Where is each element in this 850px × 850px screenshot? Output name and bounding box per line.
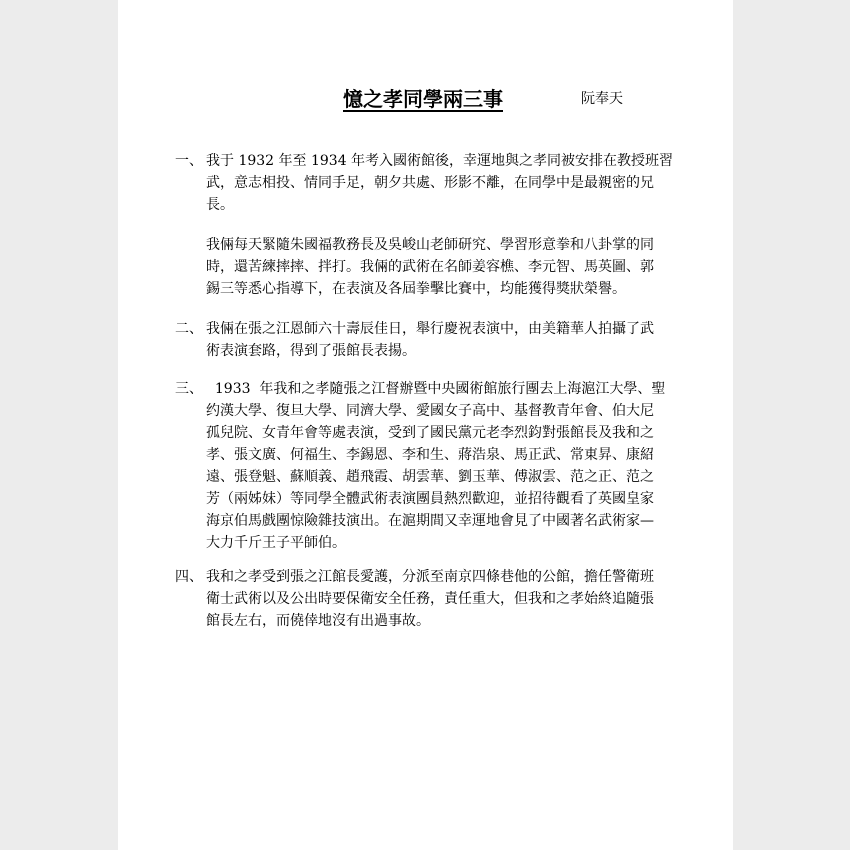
text-line: 海京伯馬戲團惊險雜技演出。在滬期間又幸運地會見了中國著名武術家— [206,513,654,529]
text-line: 我和之孝受到張之江館長愛護，分派至南京四條巷他的公館，擔任警衛班 [206,569,654,585]
text-line: 大力千斤王子平師伯。 [206,535,346,551]
text-line: 我倆每天緊隨朱國福教務長及吳峻山老師研究、學習形意拳和八卦掌的同 [206,237,654,253]
text-line: 遠、張登魁、蘇順義、趙飛霞、胡雲華、劉玉華、傅淑雲、范之正、范之 [206,469,654,485]
text-line: 館長左右，而僥倖地沒有出過事故。 [206,613,430,629]
text-line: 孝、張文廣、何福生、李錫恩、李和生、蔣浩泉、馬正武、常東昇、康紹 [206,447,654,463]
paragraph-lines [206,378,676,554]
text-line: 衛士武術以及公出時要保衛安全任務，責任重大，但我和之孝始終追隨張 [206,591,654,607]
paragraph-lines [206,234,676,300]
text-line: 孤兒院、女青年會等處表演，受到了國民黨元老李烈鈞對張館長及我和之 [206,425,654,441]
text-line: 约漢大學、復旦大學、同濟大學、愛國女子高中、基督教青年會、伯大尼 [206,403,654,419]
text-line: 我于 1932 年至 1934 年考入國術館後，幸運地與之孝同被安排在教授班習 [206,153,674,169]
item-marker: 二、 [175,321,203,337]
item-marker: 三、 [175,381,203,397]
paragraph-lines [206,566,676,632]
text-line: 1933 年我和之孝隨張之江督辦暨中央國術館旅行團去上海滬江大學、聖 [206,381,666,397]
document-title: 憶之孝同學兩三事 [343,87,503,111]
text-line: 時，還苦練摔摔、拌打。我倆的武術在名師姜容樵、李元智、馬英圖、郭 [206,259,654,275]
item-marker: 一、 [175,153,203,169]
text-line: 芳（兩姊妹）等同學全體武術表演團員熱烈歡迎，並招待觀看了英國皇家 [206,491,654,507]
text-line: 術表演套路，得到了張館長表揚。 [206,343,416,359]
item-marker: 四、 [175,569,203,585]
author-name: 阮奉天 [581,91,623,107]
paragraph-lines [206,318,676,362]
document-page [118,0,733,850]
text-line: 錫三等悉心指導下，在表演及各屆拳擊比賽中，均能獲得獎狀榮譽。 [206,281,626,297]
text-line: 長。 [206,197,234,213]
text-line: 武，意志相投、情同手足，朝夕共處、形影不離，在同學中是最親密的兄 [206,175,654,191]
text-line: 我倆在張之江恩師六十壽辰佳日，舉行慶祝表演中，由美籍華人拍攝了武 [206,321,654,337]
paragraph-lines [206,150,676,216]
